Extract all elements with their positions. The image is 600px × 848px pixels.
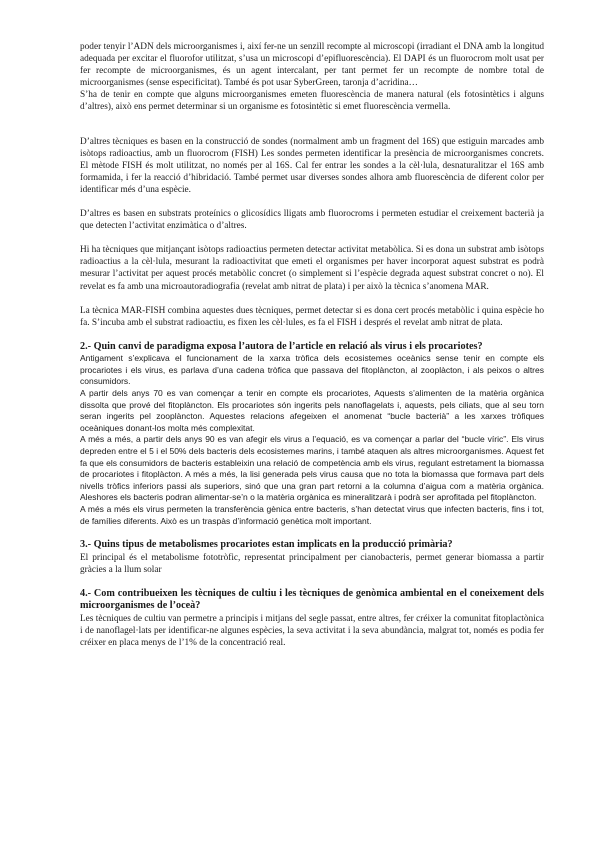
paragraph-mar-fish: La tècnica MAR-FISH combina aquestes dues tècniques, permet detectar si es dona cert procés metabòlic i quina espècie ho fa. S’incuba amb el substrat radioactiu, es fixen les cèl·lules, es fa el FISH i després el revelat amb nitrat de plata. — [80, 305, 544, 328]
paragraph-natural-fluorescence: S’ha de tenir en compte que alguns microorganismes emeten fluorescència de manera natural (els fotosintètics i alguns d’altres), això ens permet determinar si un organisme es fotosintètic si emet fluorescència vermella. — [80, 90, 544, 113]
paragraph-fish-probes: D’altres tècniques es basen en la construcció de sondes (normalment amb un fragment del 16S) que estiguin marcades amb isòtops radioactius, amb un fluorocrom (FISH) Les sondes permeten identificar la presència de microorganismes concrets. El mètode FISH és molt utilitzat, no només per al 16S. Cal fer entrar les sondes a la cèl·lula, desnaturalitzar el 16S amb formamida, i fer la reacció d’hibridació. També permet usar diverses sondes alhora amb fluorescència de diferent color per identificar més d’una espècie. — [80, 136, 544, 195]
question-2-answer-1: Antigament s’explicava el funcionament de la xarxa tròfica dels ecosistemes oceànics sense tenir en compte els procariotes i els virus, es parlava d’una cadena tròfica que passava del fitoplàncton, al zooplàcton, i als peixos o altres consumidors. — [80, 353, 544, 387]
question-3-heading: 3.- Quins tipus de metabolismes procariotes estan implicats en la producció primària? — [80, 539, 453, 551]
question-4-heading: 4.- Com contribueixen les tècniques de cultiu i les tècniques de genòmica ambiental en el coneixement dels microorganismes de l’oceà? — [80, 587, 544, 612]
paragraph-dna-staining: poder tenyir l’ADN dels microorganismes i, així fer-ne un senzill recompte al microscopi (irradiant el DNA amb la longitud adequada per excitar el fluorofor utilitzat, s’usa un microscopi d’epifluorescència). El DAPI és un fluorocrom molt usat per fer recompte de microorganismes, és un agent intercalant, per tant permet fer un recompte de nombre total de microorganismes (sense especificitat). També és pot usar SyberGreen, taronja d’acridina… — [80, 42, 544, 89]
question-2-answer-2: A partir dels anys 70 es van començar a tenir en compte els procariotes, Aquests s’alimenten de la matèria orgànica dissolta que prové del fitoplàncton. Els procariotes són ingerits pels nanoflagelats i, aquests, pels ciliats, que al seu torn seran ingerits pel zooplàncton. Aquestes relacions afegeixen el anomenat “bucle bacterià” a les xarxes tròfiques oceàniques donant-los molta més complexitat. — [80, 387, 544, 433]
paragraph-radioactive-isotopes: Hi ha tècniques que mitjançant isòtops radioactius permeten detectar activitat metabòlica. Si es dona un substrat amb isòtops radioactius a la cèl·lula, mesurant la radioactivitat que emeti el organismes per haver incorporat aquest substrat es podrà mesurar l’activitat per aquest procés metabòlic concret (o simplement si l’espècie degrada aquest substrat concret o no). El revelat es fa amb una microautoradiografia (revelat amb nitrat de plata) i per això la tècnica s’anomena MAR. — [80, 245, 544, 292]
document-body — [80, 41, 544, 649]
question-3-answer: El principal és el metabolisme fototròfic, representat principalment per cianobacteris, permet generar biomassa a partir gràcies a la llum solar — [80, 552, 544, 575]
question-4-answer: Les tècniques de cultiu van permetre a principis i mitjans del segle passat, entre altres, fer créixer la comunitat fitoplactònica i de nanoflagel·lats per identificar-ne algunes espècies, la seva activitat i la seva abundància, malgrat tot, només es podia fer créixer en placa menys de l’1% de la concentració real. — [80, 613, 544, 648]
question-2-answer-4: A més a més els virus permeten la transferència gènica entre bacteris, s’han detectat virus que infecten bacteris, fins i tot, de famílies diferents. Això es un traspàs d’informació genètica molt important. — [80, 503, 544, 526]
question-2-answer-3: A més a més, a partir dels anys 90 es van afegir els virus a l’equació, es va començar a parlar del “bucle víric”. Els virus depreden entre el 5 i el 50% dels bacteris dels ecosistemes marins, i també ataquen als altres microorganismes. Aquest fet fa que els consumidors de bacteris estableixin una relació de competència amb els virus, regulant estretament la biomassa de procariotes i fitoplàcton. A més a més, la lisi generada pels virus causa que no tota la biomassa que formava part dels nivells tròfics inferiors passi als superiors, sinó que una gran part retorni a la columna d’aigua com a matèria orgànica. Aleshores els bacteris podran alimentar-se’n o la matèria orgànica es mineralitzarà i podrà ser aprofitada pel fitoplàncton. — [80, 434, 544, 503]
question-2-heading: 2.- Quin canvi de paradigma exposa l’autora de l’article en relació als virus i els procariotes? — [80, 340, 483, 352]
paragraph-substrates: D’altres es basen en substrats proteínics o glicosídics lligats amb fluorocroms i permeten estudiar el creixement bacterià ja que detecten l’activitat enzimàtica o d’altres. — [80, 209, 544, 232]
